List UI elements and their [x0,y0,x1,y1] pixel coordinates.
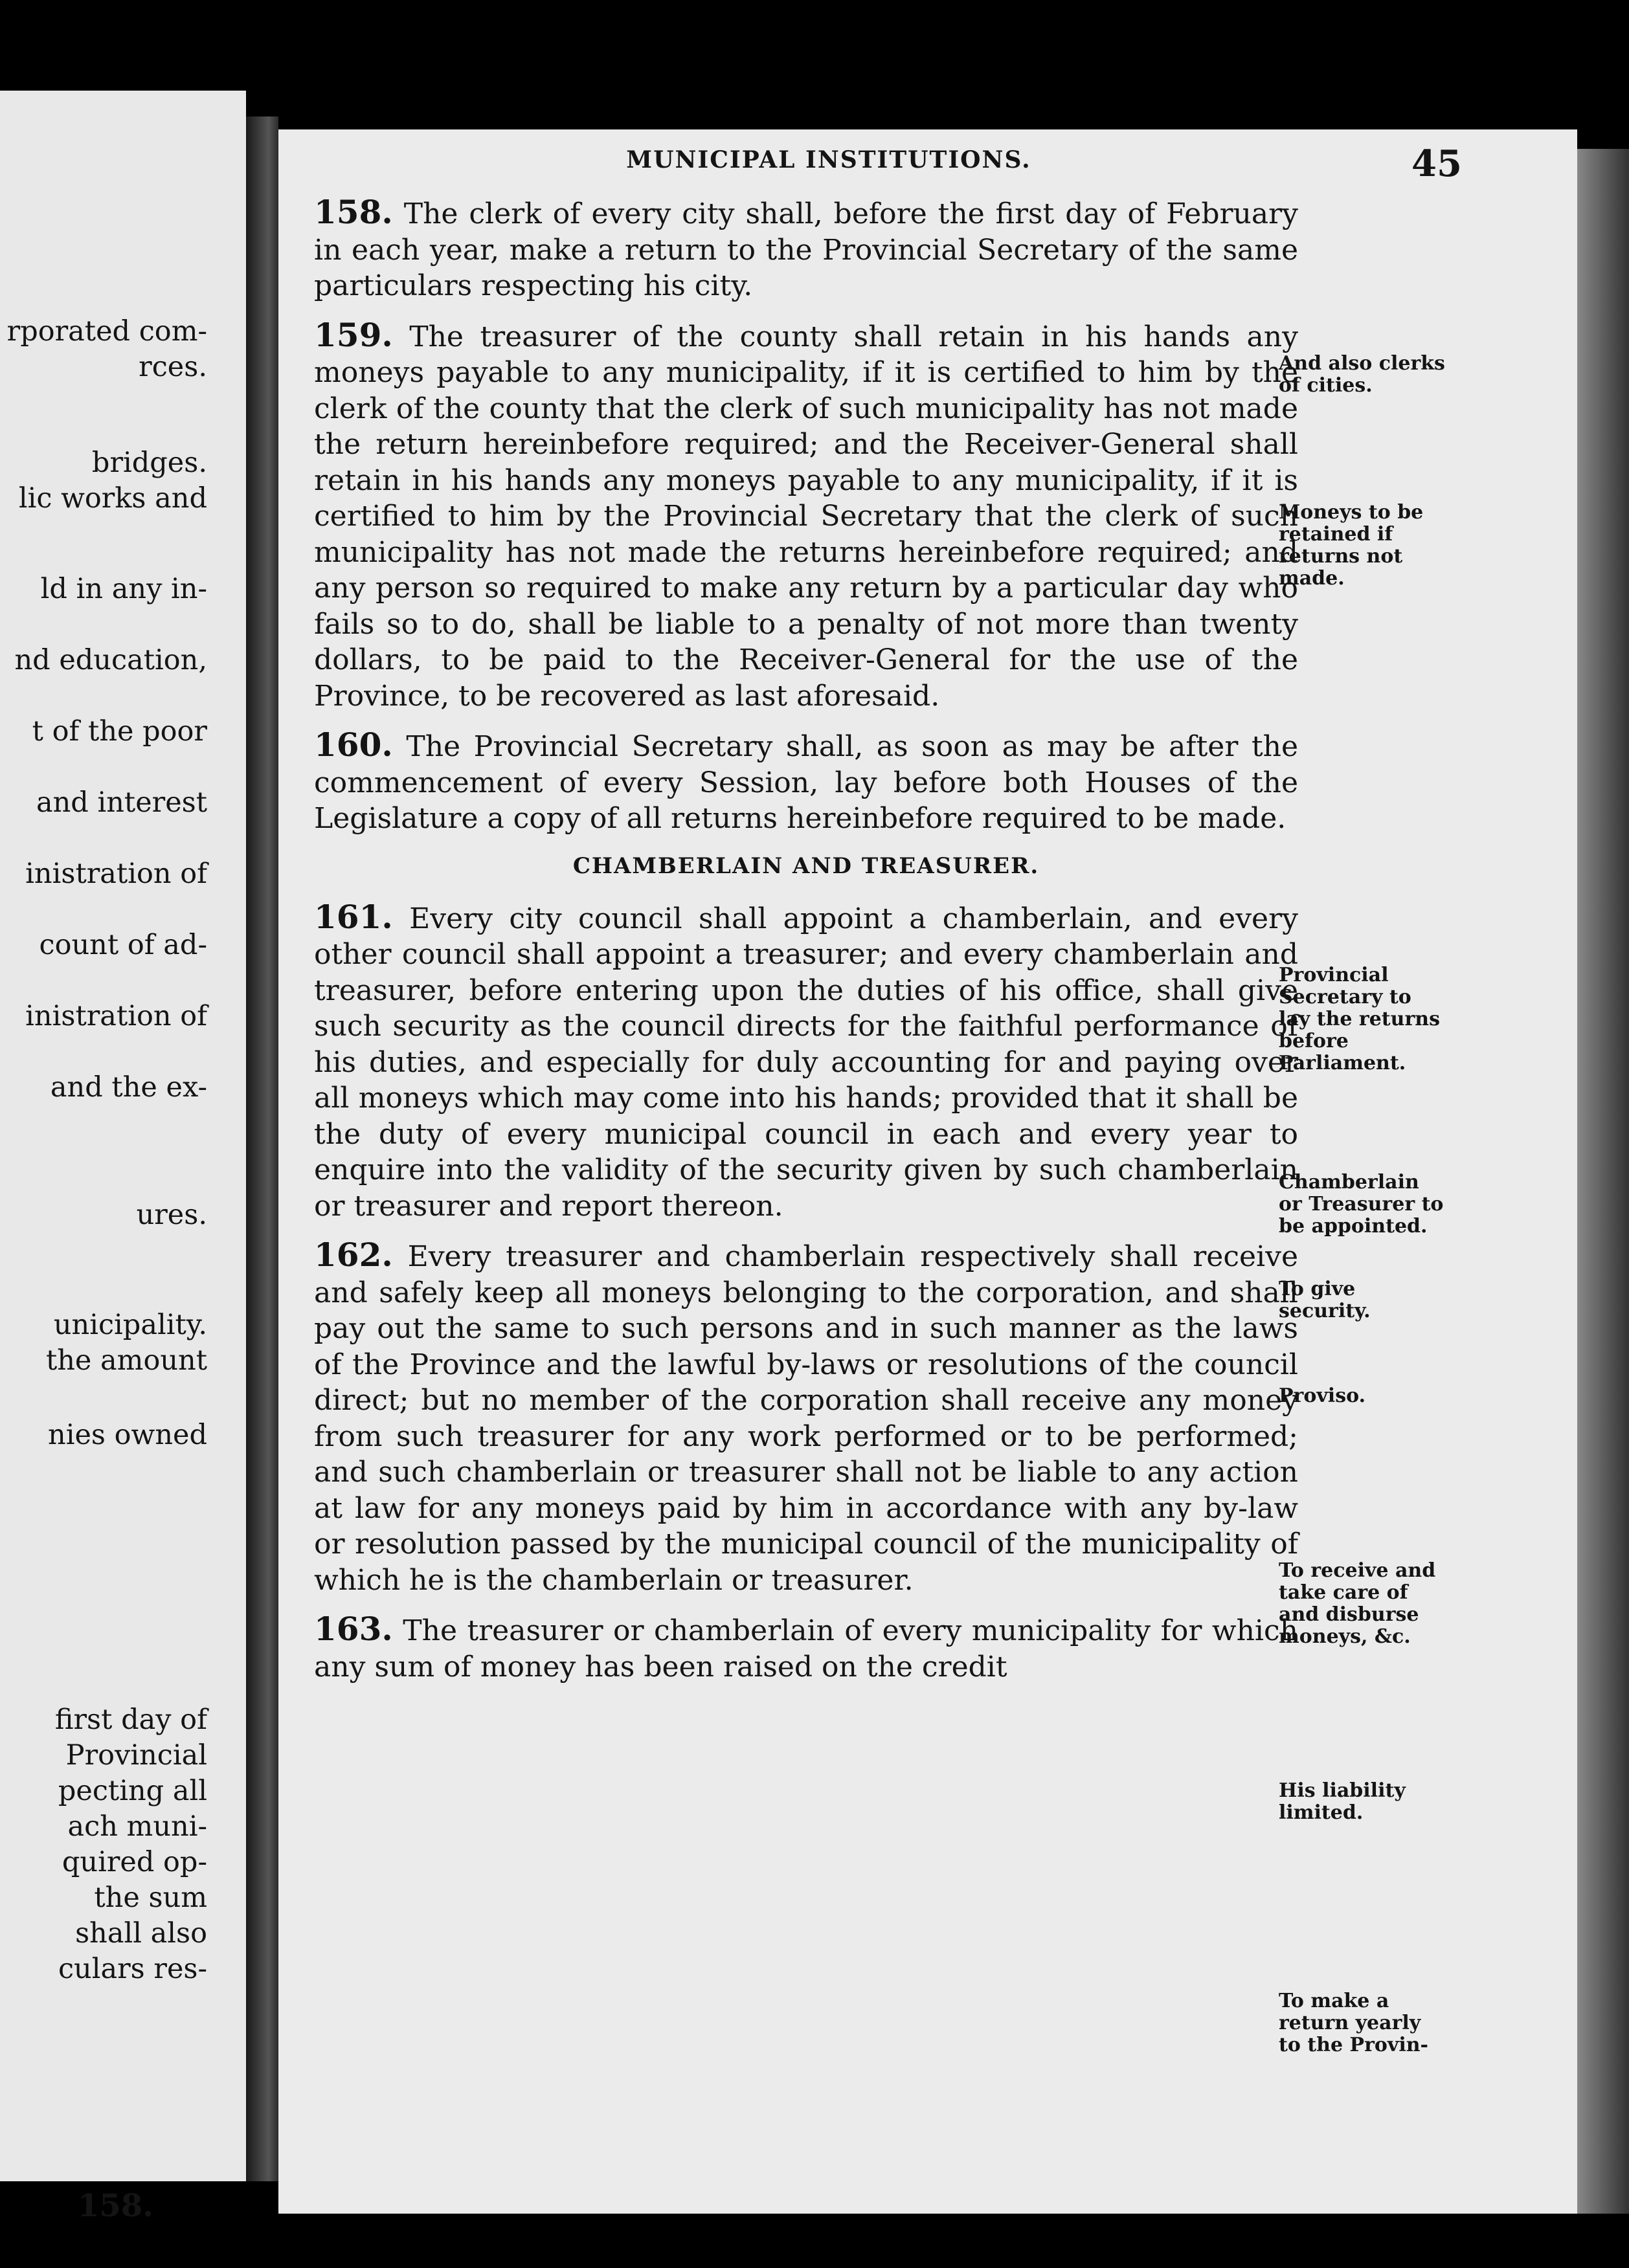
marginal-note: Provincial Secretary to lay the returns before Parliament. [1279,964,1440,1074]
left-line: first day of [54,1704,207,1736]
section-number: 159. [314,315,393,354]
section-159 [314,317,1298,715]
running-head: MUNICIPAL INSTITUTIONS. [626,146,1031,173]
left-page [0,91,246,2224]
section-text: The Provincial Secretary shall, as soon as may be after the commencement of every Session, lay before both Houses of the Legislature a copy of all returns hereinbefore required to be made. [314,730,1298,835]
section-162 [314,1237,1298,1598]
section-158 [314,194,1298,304]
section-number: 163. [314,1610,393,1648]
section-text: Every city council shall appoint a chamberlain, and every other council shall appoint a treasurer; and every chamberlain and treasurer, before entering upon the duties of his office, shall give such security as the council directs for the faithful performance of his duties, and especially for duly accounting for and paying over all moneys which may come into his hands; provided that it shall be the duty of every municipal council in each and every year to enquire into the validity of the security given by such chamberlain or treasurer and report thereon. [314,902,1298,1223]
page-number: 45 [1411,142,1462,185]
marginal-note: To make a return yearly to the Provin- [1279,1990,1428,2056]
left-line: unicipality. [53,1309,207,1341]
left-line: count of ad- [39,929,207,961]
section-160 [314,727,1298,837]
page-edge [1577,149,1629,2214]
section-number: 160. [314,726,393,764]
section-heading: CHAMBERLAIN AND TREASURER. [572,852,1040,879]
left-line: ach muni- [67,1810,207,1843]
left-line: inistration of [25,1000,207,1032]
left-line: inistration of [25,858,207,890]
left-line: rporated com- [6,315,207,348]
left-line: the sum [94,1882,207,1914]
left-line: t of the poor [32,715,207,748]
marginal-note: To give security. [1279,1278,1371,1322]
left-line: Provincial [65,1739,207,1772]
left-line: nd education, [14,644,207,676]
book-gutter [246,117,278,2181]
left-line: rces. [139,351,207,383]
marginal-note: His liability limited. [1279,1779,1406,1824]
left-line: bridges. [91,447,207,479]
section-text: The treasurer or chamberlain of every municipality for which any sum of money has been raised on the credit [314,1614,1298,1684]
section-text: The treasurer of the county shall retain in his hands any moneys payable to any municipality, if it is certified to him by the clerk of the county that the clerk of such municipality has not made the return hereinbefore required; and the Receiver-General shall retain in his hands any moneys payable to any municipality, if it is certified to him by the Provincial Secretary that the clerk of such municipality has not made the returns hereinbefore required; and any person so required to make any return by a particular day who fails so to do, shall be liable to a penalty of not more than twenty dollars, to be paid to the Receiver-General for the use of the Province, to be recovered as last aforesaid. [314,320,1298,713]
marginal-note: Moneys to be retained if returns not made. [1279,501,1424,590]
section-number: 158. [314,193,393,231]
left-line: the amount [45,1344,207,1377]
section-number: 161. [314,897,393,936]
left-line: lic works and [18,482,207,515]
left-line: nies owned [48,1419,207,1451]
left-line: ld in any in- [40,573,207,605]
section-163 [314,1611,1298,1685]
main-text-column [314,194,1298,1698]
left-line: shall also [75,1917,207,1950]
left-line: and the ex- [50,1071,207,1104]
marginal-note: To receive and take care of and disburse moneys, &c. [1279,1559,1436,1648]
marginal-note: Chamberlain or Treasurer to be appointed. [1279,1171,1444,1238]
section-text: Every treasurer and chamberlain respectively shall receive and safely keep all moneys belonging to the corporation, and shall pay out the same to such persons and in such manner as the laws of the Province and the lawful by-laws or resolutions of the council direct; but no member of the corporation shall receive any money from such treasurer for any work performed or to be performed; and such chamberlain or treasurer shall not be liable to any action at law for any moneys paid by him in accordance with any by-law or resolution passed by the municipal council of the municipality of which he is the chamberlain or treasurer. [314,1240,1298,1597]
left-line: culars res- [58,1953,207,1985]
section-text: The clerk of every city shall, before the first day of February in each year, make a return to the Provincial Secretary of the same particulars respecting his city. [314,197,1298,302]
marginal-note: And also clerks of cities. [1279,352,1445,397]
left-line: quired op- [62,1846,207,1878]
left-catchword: 158. [78,2188,153,2224]
section-161 [314,899,1298,1225]
section-number: 162. [314,1236,393,1274]
marginal-note: Proviso. [1279,1384,1366,1407]
left-line: and interest [36,786,207,819]
left-line: ures. [136,1199,207,1231]
left-line: pecting all [58,1775,207,1807]
